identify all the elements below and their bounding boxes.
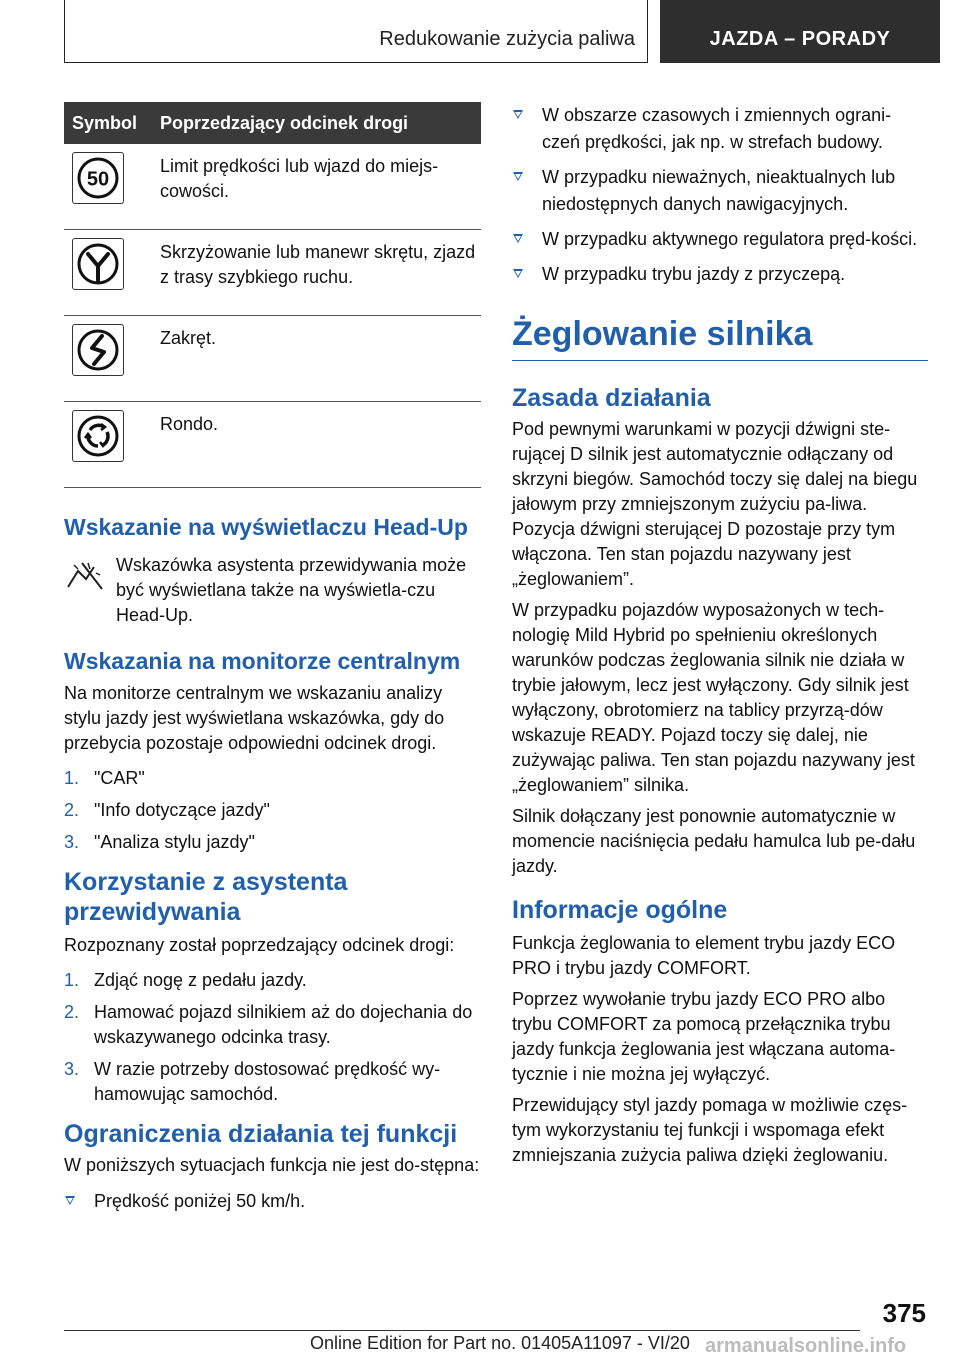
table-row: [64, 402, 481, 488]
list-item: 2. "Info dotyczące jazdy": [64, 800, 270, 820]
list-item: W przypadku trybu jazdy z przyczepą.: [512, 261, 928, 288]
table-row-text: Rondo.: [156, 402, 481, 488]
list-item: W przypadku nieważnych, nieaktualnych lub niedostępnych danych nawigacyjnych.: [512, 164, 928, 218]
svg-text:50: 50: [86, 168, 110, 191]
chapter-title: Redukowanie zużycia paliwa: [379, 28, 635, 50]
left-column: [64, 102, 481, 1223]
table-row-text: Limit prędkości lub wjazd do miejs-cowości.: [156, 144, 481, 230]
limits-bullets-right: [512, 102, 928, 288]
table-row-text: Skrzyżowanie lub manewr skrętu, zjazd z trasy szybkiego ruchu.: [156, 230, 481, 316]
limits-text: W poniższych sytuacjach funkcja nie jest do-stępna:: [64, 1155, 480, 1175]
hud-heading: Wskazanie na wyświetlaczu Head-Up: [64, 514, 468, 540]
list-item: 3. "Analiza stylu jazdy": [64, 832, 255, 852]
hint-icon: [64, 557, 106, 595]
limits-heading: Ograniczenia działania tej funkcji: [64, 1120, 458, 1148]
section-tab: [660, 0, 940, 63]
list-item: 1. "CAR": [64, 768, 145, 788]
footer-edition: Online Edition for Part no. 01405A11097 - VI/20: [310, 1333, 690, 1353]
hud-hint-text: Wskazówka asystenta przewidywania może być wyświetlana także na wyświetla-czu Head-Up.: [116, 555, 467, 625]
symbol-table-header: [64, 102, 481, 144]
principle-paragraph: Silnik dołączany jest ponownie automatycznie w momencie naciśnięcia pedału hamulca lub pe-dału jazdy.: [512, 806, 916, 876]
central-steps: [64, 766, 481, 855]
junction-turn-icon: [72, 238, 124, 290]
table-row: [64, 230, 481, 316]
list-item: W przypadku aktywnego regulatora pręd-kości.: [512, 226, 928, 253]
central-text: Na monitorze centralnym we wskazaniu analizy stylu jazdy jest wyświetlana wskazówka, gdy do przebycia pozostaje odpowiedni odcinek drogi.: [64, 683, 445, 753]
general-heading: Informacje ogólne: [512, 896, 728, 924]
usage-heading: Korzystanie z asystenta przewidywania: [64, 868, 348, 926]
principle-paragraph: Pod pewnymi warunkami w pozycji dźwigni ste-rującej D silnik jest automatycznie odłączany od skrzyni biegów. Samochód toczy się dalej na biegu jałowym przy zmniejszonym zużyciu pa-liwa. Pozycja dźwigni sterującej D pozostaje przy tym włączona. Ten stan pojazdu nazywany jest „żeglowaniem”.: [512, 419, 918, 589]
table-row-text: Zakręt.: [156, 316, 481, 402]
list-item: Prędkość poniżej 50 km/h.: [64, 1188, 481, 1215]
page-number: 375: [882, 1298, 926, 1328]
section-tab-label: JAZDA – PORADY: [709, 28, 891, 50]
central-heading: Wskazania na monitorze centralnym: [64, 648, 461, 674]
roundabout-icon: [72, 410, 124, 462]
watermark: armanualsonline.info: [705, 1335, 907, 1357]
table-row: [64, 316, 481, 402]
list-item: 2. Hamować pojazd silnikiem aż do dojechania do wskazywanego odcinka trasy.: [64, 1002, 473, 1047]
chapter-title-box: [64, 0, 648, 63]
usage-text: Rozpoznany został poprzedzający odcinek drogi:: [64, 935, 455, 955]
hud-hint: [64, 553, 481, 628]
col-header-description: Poprzedzający odcinek drogi: [156, 102, 481, 144]
principle-paragraph: W przypadku pojazdów wyposażonych w tech-nologię Mild Hybrid po spełnieniu określonych warunków podczas żeglowania silnik nie działa w trybie jałowym, lecz jest wyłączony. Gdy silnik jest wyłączony, obrotomierz na tablicy przyrzą-dów wskazuje READY. Pojazd toczy się dalej, nie zużywając paliwa. Ten stan pojazdu nazywany jest „żeglowaniem” silnika.: [512, 600, 915, 795]
col-header-symbol: Symbol: [64, 102, 156, 144]
table-row: [64, 144, 481, 230]
right-column: [512, 102, 928, 1168]
footer-divider: [64, 1330, 860, 1331]
list-item: W obszarze czasowych i zmiennych ograni-czeń prędkości, jak np. w strefach budowy.: [512, 102, 928, 156]
coasting-title: Żeglowanie silnika: [512, 314, 928, 361]
list-item: 1. Zdjąć nogę z pedału jazdy.: [64, 970, 307, 990]
curve-icon: [72, 324, 124, 376]
page-header: [0, 0, 960, 66]
general-paragraph: Funkcja żeglowania to element trybu jazdy ECO PRO i trybu jazdy COMFORT.: [512, 933, 896, 978]
speed-limit-50-icon: [72, 152, 124, 204]
principle-heading: Zasada działania: [512, 384, 711, 412]
symbol-table: [64, 102, 481, 488]
general-paragraph: Poprzez wywołanie trybu jazdy ECO PRO albo trybu COMFORT za pomocą przełącznika trybu jazdy funkcja żeglowania jest włączana automa-tycznie i nie można jej wyłączyć.: [512, 989, 896, 1084]
limits-bullets-left: [64, 1188, 481, 1215]
general-paragraph: Przewidujący styl jazdy pomaga w możliwie częs-tym wykorzystaniu tej funkcji i wspomaga efekt zmniejszania zużycia paliwa dzięki żeglowaniu.: [512, 1095, 908, 1165]
list-item: 3. W razie potrzeby dostosować prędkość wy-hamowując samochód.: [64, 1059, 441, 1104]
usage-steps: [64, 968, 481, 1107]
